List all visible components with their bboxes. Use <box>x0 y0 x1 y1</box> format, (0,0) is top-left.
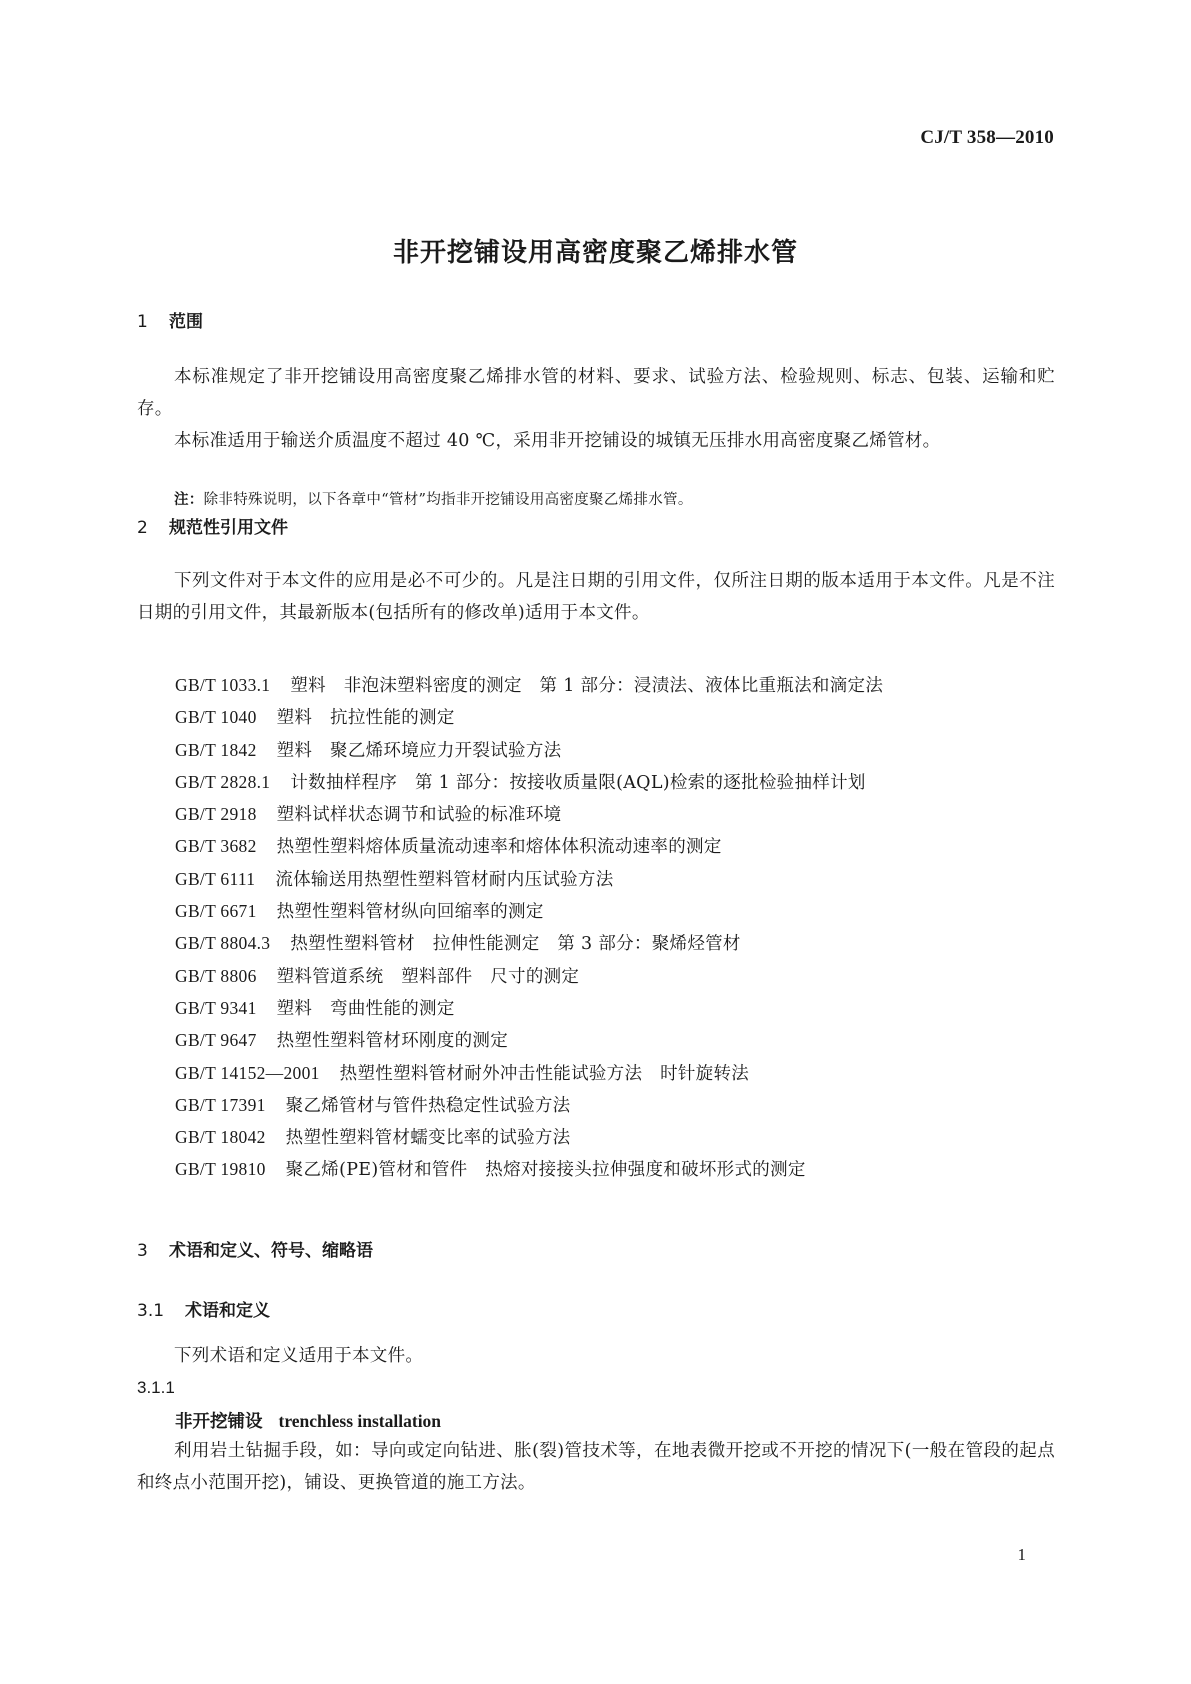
reference-item <box>175 895 883 927</box>
paragraph: 下列文件对于本文件的应用是必不可少的。凡是注日期的引用文件，仅所注日期的版本适用于本文件。凡是不注日期的引用文件，其最新版本(包括所有的修改单)适用于本文件。 <box>137 571 1055 623</box>
paragraph: 本标准适用于输送介质温度不超过 40 ℃，采用非开挖铺设的城镇无压排水用高密度聚乙烯管材。 <box>174 431 941 451</box>
reference-item <box>175 992 883 1024</box>
subsection-3-1-heading <box>137 1296 270 1321</box>
scope-note <box>174 488 693 509</box>
term-definition <box>137 1435 1055 1499</box>
reference-code: GB/T 1040 <box>175 707 257 728</box>
note-label: 注： <box>174 492 204 508</box>
term-entry <box>175 1408 441 1433</box>
reference-code: GB/T 8806 <box>175 965 257 986</box>
reference-title: 聚乙烯管材与管件热稳定性试验方法 <box>285 1095 571 1116</box>
reference-code: GB/T 6671 <box>175 901 257 922</box>
section-1-heading <box>137 307 203 332</box>
subsection-intro <box>137 1340 1055 1372</box>
reference-item <box>175 830 883 862</box>
subsection-number: 3.1 <box>137 1301 165 1321</box>
page-number: 1 <box>1017 1545 1026 1564</box>
reference-item <box>175 1121 883 1153</box>
reference-title: 热塑性塑料管材环刚度的测定 <box>276 1031 509 1052</box>
term-english: trenchless installation <box>278 1411 442 1431</box>
section-number: 2 <box>137 518 148 538</box>
document-title: 非开挖铺设用高密度聚乙烯排水管 <box>392 238 798 268</box>
reference-title: 聚乙烯(PE)管材和管件 热熔对接接头拉伸强度和破坏形式的测定 <box>285 1160 806 1181</box>
section-title: 范围 <box>169 312 203 332</box>
reference-item <box>175 927 883 959</box>
standard-code: CJ/T 358—2010 <box>920 127 1054 148</box>
reference-title: 热塑性塑料熔体质量流动速率和熔体体积流动速率的测定 <box>276 837 722 858</box>
reference-title: 塑料试样状态调节和试验的标准环境 <box>276 805 562 826</box>
reference-title: 热塑性塑料管材 拉伸性能测定 第 3 部分：聚烯烃管材 <box>290 934 741 955</box>
reference-item <box>175 1057 883 1089</box>
reference-item <box>175 701 883 733</box>
paragraph: 本标准规定了非开挖铺设用高密度聚乙烯排水管的材料、要求、试验方法、检验规则、标志、包装、运输和贮存。 <box>137 367 1055 419</box>
reference-item <box>175 669 883 701</box>
reference-code: GB/T 19810 <box>175 1159 266 1180</box>
reference-title: 热塑性塑料管材蠕变比率的试验方法 <box>285 1128 571 1149</box>
reference-code: GB/T 1033.1 <box>175 675 271 695</box>
reference-title: 流体输送用热塑性塑料管材耐内压试验方法 <box>275 869 614 890</box>
reference-code: GB/T 3682 <box>175 836 257 857</box>
reference-code: GB/T 17391 <box>175 1094 266 1115</box>
reference-list <box>175 669 883 1186</box>
reference-item <box>175 1153 883 1185</box>
term-number: 3.1.1 <box>137 1378 175 1397</box>
reference-code: GB/T 1842 <box>175 739 257 760</box>
section-1-body <box>137 361 1055 457</box>
term-chinese: 非开挖铺设 <box>175 1412 263 1432</box>
subsection-title: 术语和定义 <box>185 1301 270 1321</box>
paragraph: 下列术语和定义适用于本文件。 <box>174 1346 424 1366</box>
reference-code: GB/T 18042 <box>175 1127 266 1148</box>
reference-code: GB/T 9647 <box>175 1030 257 1051</box>
reference-item <box>175 863 883 895</box>
reference-item <box>175 798 883 830</box>
reference-title: 计数抽样程序 第 1 部分：按接收质量限(AQL)检索的逐批检验抽样计划 <box>290 772 866 793</box>
reference-code: GB/T 14152—2001 <box>175 1062 320 1083</box>
reference-code: GB/T 2918 <box>175 804 257 825</box>
reference-title: 塑料管道系统 塑料部件 尺寸的测定 <box>276 966 580 987</box>
reference-code: GB/T 6111 <box>175 868 256 889</box>
reference-code: GB/T 9341 <box>175 997 257 1018</box>
reference-title: 塑料 聚乙烯环境应力开裂试验方法 <box>276 740 562 761</box>
section-3-heading <box>137 1236 373 1261</box>
reference-title: 热塑性塑料管材耐外冲击性能试验方法 时针旋转法 <box>339 1063 750 1084</box>
section-title: 术语和定义、符号、缩略语 <box>169 1241 373 1261</box>
paragraph: 利用岩土钻掘手段，如：导向或定向钻进、胀(裂)管技术等，在地表微开挖或不开挖的情况下(一般在管段的起点和终点小范围开挖)，铺设、更换管道的施工方法。 <box>137 1441 1055 1493</box>
reference-item <box>175 960 883 992</box>
reference-title: 塑料 抗拉性能的测定 <box>276 708 455 729</box>
section-number: 1 <box>137 312 148 332</box>
reference-item <box>175 766 883 798</box>
reference-title: 塑料 弯曲性能的测定 <box>276 998 455 1019</box>
reference-item <box>175 1024 883 1056</box>
note-text: 除非特殊说明，以下各章中“管材”均指非开挖铺设用高密度聚乙烯排水管。 <box>203 492 693 508</box>
reference-code: GB/T 2828.1 <box>175 771 271 792</box>
reference-title: 塑料 非泡沫塑料密度的测定 第 1 部分：浸渍法、液体比重瓶法和滴定法 <box>290 676 884 696</box>
section-2-heading <box>137 513 288 538</box>
section-number: 3 <box>137 1241 148 1261</box>
reference-item <box>175 1089 883 1121</box>
section-2-intro <box>137 565 1055 629</box>
reference-title: 热塑性塑料管材纵向回缩率的测定 <box>276 902 544 923</box>
section-title: 规范性引用文件 <box>169 518 288 538</box>
reference-item <box>175 734 883 766</box>
reference-code: GB/T 8804.3 <box>175 933 271 954</box>
